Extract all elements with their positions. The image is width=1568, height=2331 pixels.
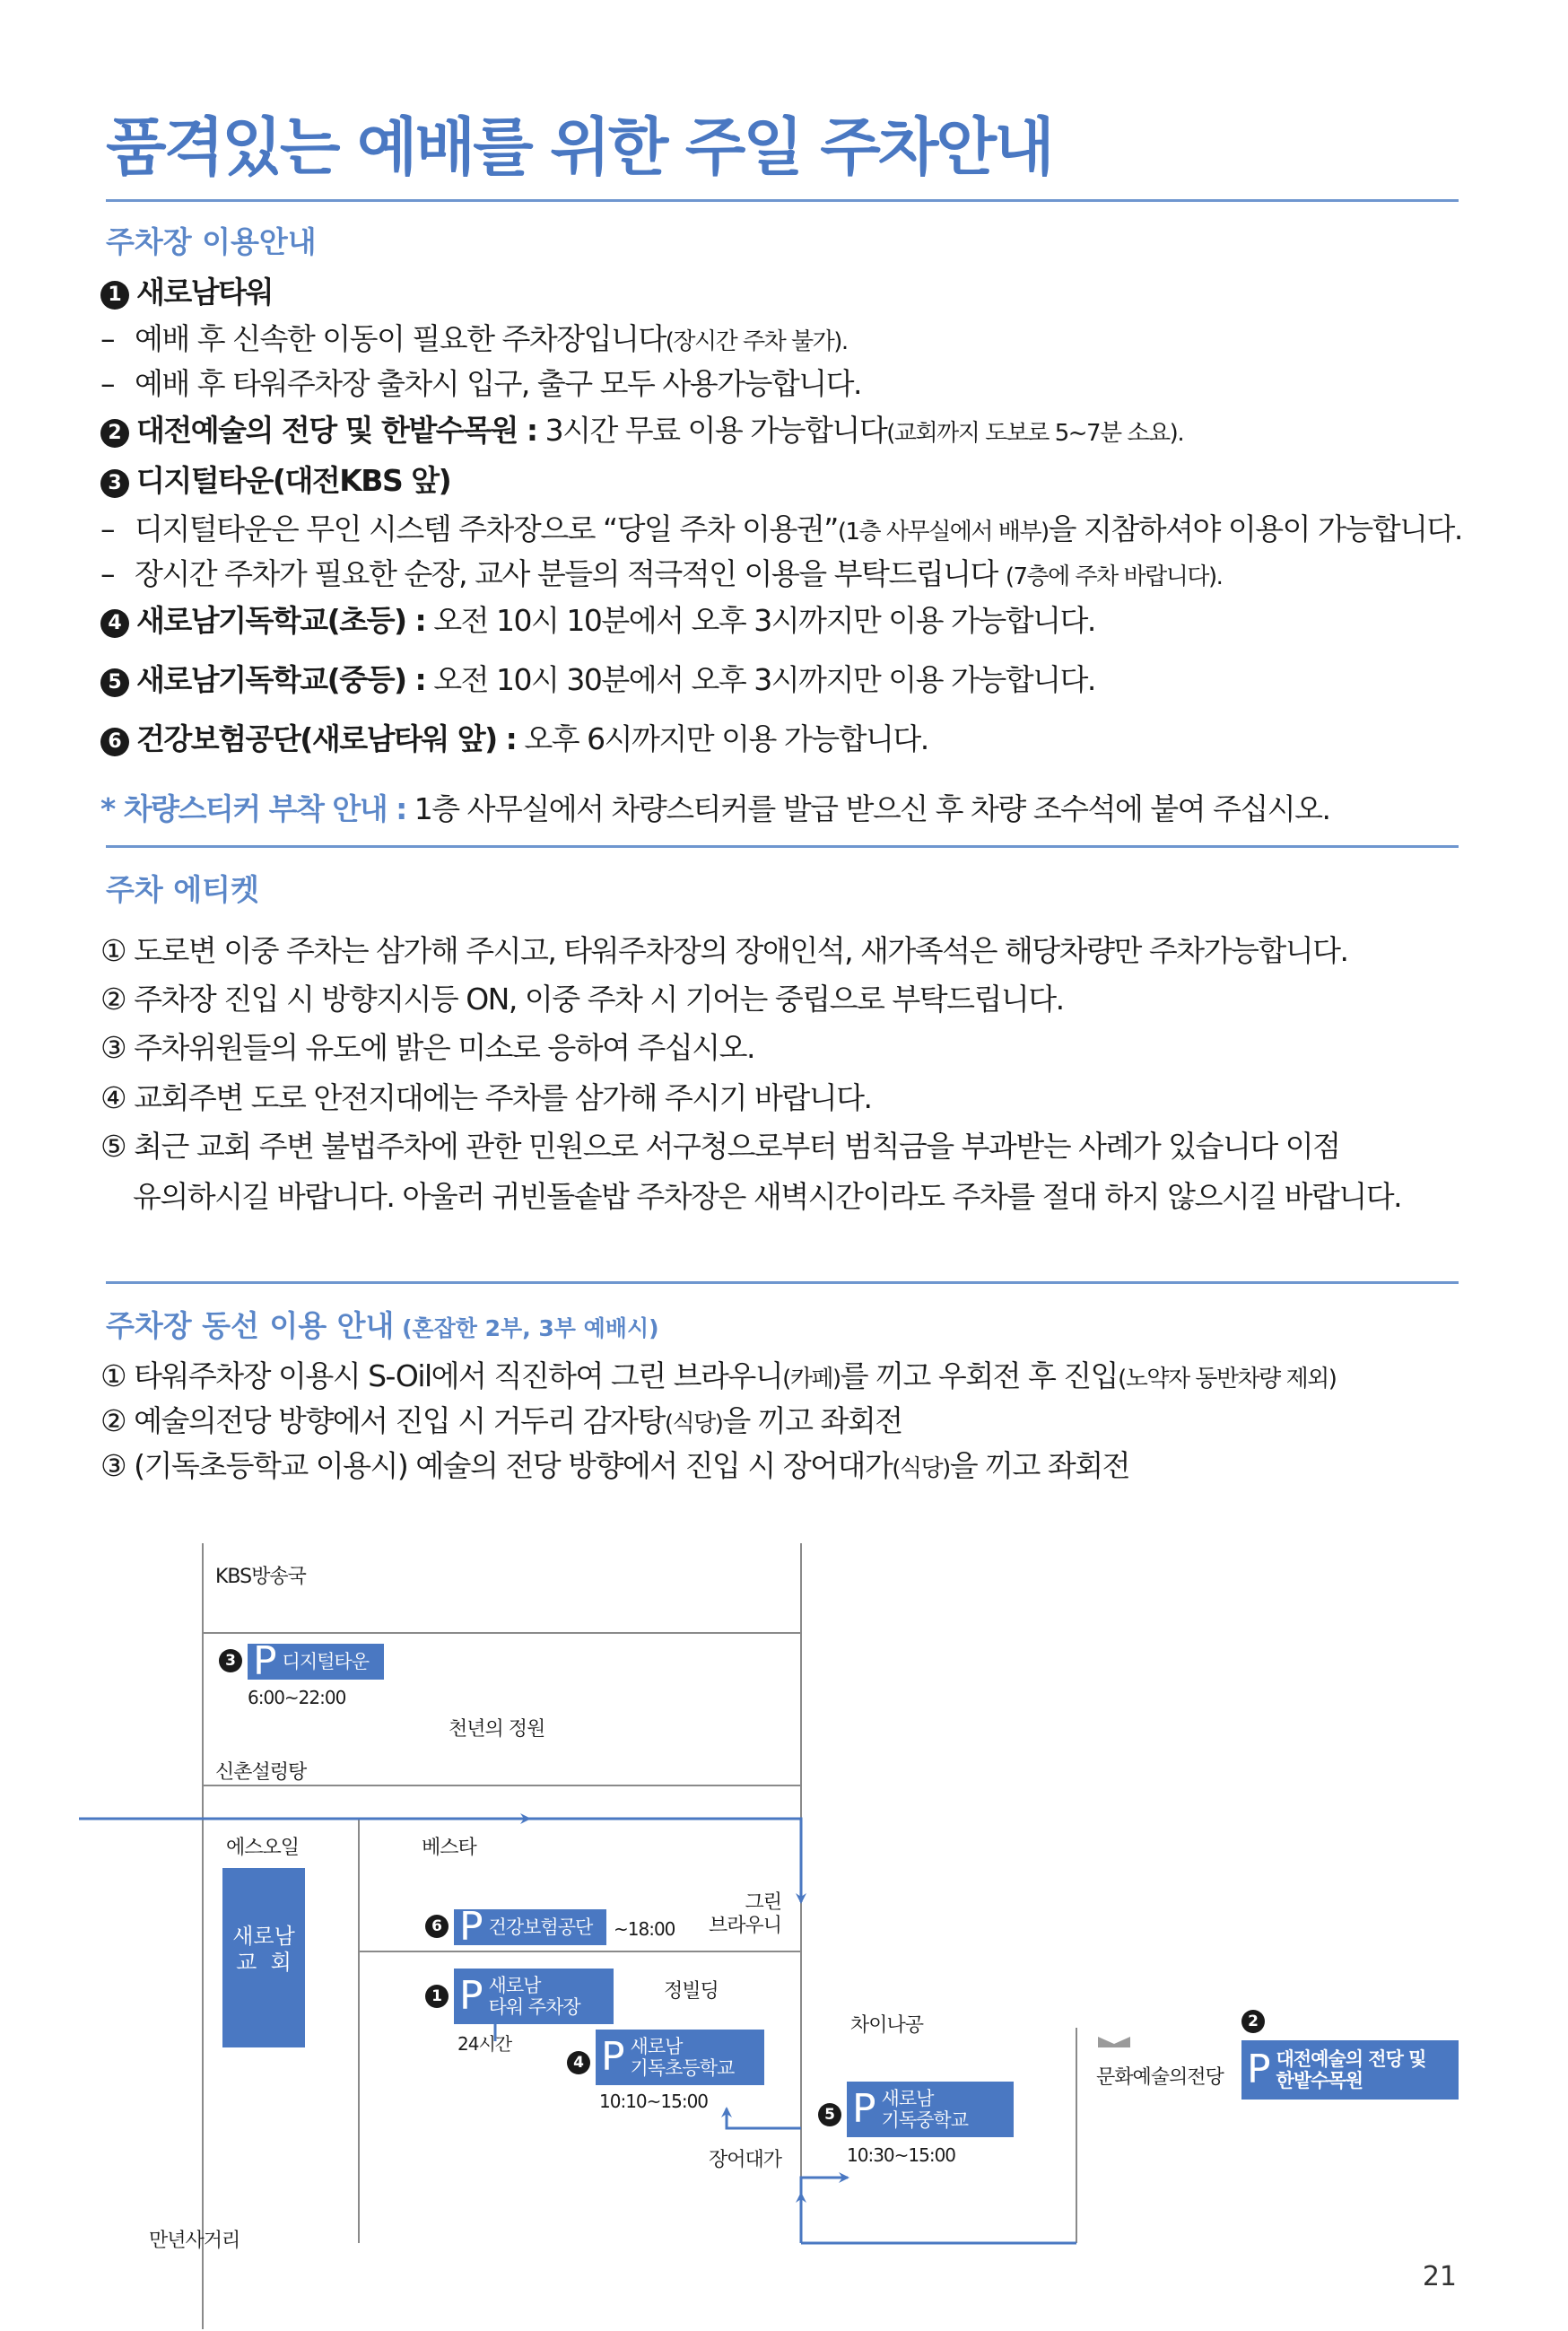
badge-3: 3 (219, 1649, 242, 1672)
elementary-hours: 10:10~15:00 (599, 2091, 709, 2112)
middle-hours: 10:30~15:00 (847, 2144, 956, 2166)
badge-6: 6 (425, 1915, 449, 1938)
parking-tower: P 새로남 타워 주차장 (454, 1969, 614, 2024)
label-chinagong: 차이나공 (850, 2014, 924, 2037)
item3-line2: – 장시간 주차가 필요한 순장, 교사 분들의 적극적인 이용을 부탁드립니다 (7층에 주차 바랍니다). (100, 556, 1223, 591)
page-title: 품격있는 예배를 위한 주일 주차안내 (106, 110, 1052, 184)
parking-middle-school: P 새로남 기독중학교 (847, 2082, 1014, 2137)
label-arts-center: 문화예술의전당 (1096, 2066, 1224, 2089)
section-heading-route: 주차장 동선 이용 안내 (혼잡한 2부, 3부 예배시) (106, 1308, 659, 1343)
digital-town-hours: 6:00~22:00 (248, 1687, 346, 1708)
etiquette-item: ④ 교회주변 도로 안전지대에는 주차를 삼가해 주시기 바랍니다. (100, 1080, 872, 1115)
parking-nhis: P 건강보험공단 (454, 1909, 606, 1945)
label-garden: 천년의 정원 (449, 1718, 545, 1741)
label-seolleongtang: 신촌설렁탕 (215, 1761, 307, 1784)
sticker-note: * 차량스티커 부착 안내 : 1층 사무실에서 차량스티커를 발급 받으신 후 차량 조수석에 붙여 주십시오. (100, 791, 1330, 826)
arts-center-icon (1096, 2035, 1132, 2049)
parking-elementary-school: P 새로남 기독초등학교 (596, 2030, 764, 2085)
parking-route-map (0, 1525, 1568, 2331)
label-green-brownie: 그린 브라우니 (709, 1891, 782, 1938)
label-vesta: 베스타 (422, 1837, 476, 1859)
etiquette-item: ⑤ 최근 교회 주변 불법주차에 관한 민원으로 서구청으로부터 범칙금을 부과받는 사례가 있습니다 이점 (100, 1129, 1340, 1164)
section-heading-etiquette: 주차 에티켓 (106, 872, 259, 907)
parking-arts-center: P 대전예술의 전당 및 한밭수목원 (1241, 2040, 1459, 2100)
church-building: 새로남 교 회 (222, 1868, 305, 2047)
section-heading-parking-info: 주차장 이용안내 (106, 224, 317, 259)
label-kbs: KBS방송국 (215, 1566, 306, 1588)
item3-title: 3 디지털타운(대전KBS 앞) (100, 458, 450, 500)
etiquette-item: ③ 주차위원들의 유도에 밝은 미소로 응하여 주십시오. (100, 1030, 754, 1065)
route-item: ① 타워주차장 이용시 S-Oil에서 직진하여 그린 브라우니(카페)를 끼고 우회전 후 진입(노약자 동반차량 제외) (100, 1358, 1337, 1393)
item6: 6 건강보험공단(새로남타워 앞) : 오후 6시까지만 이용 가능합니다. (100, 716, 928, 758)
item5: 5 새로남기독학교(중등) : 오전 10시 30분에서 오후 3시까지만 이용 가능합니다. (100, 657, 1095, 699)
label-soil: 에스오일 (226, 1837, 300, 1859)
item3-line1: – 디지털타운은 무인 시스템 주차장으로 “당일 주차 이용권”(1층 사무실에서 배부)을 지참하셔야 이용이 가능합니다. (100, 511, 1462, 546)
divider (106, 1281, 1459, 1284)
label-jangeo: 장어대가 (709, 2149, 782, 2171)
item1-line1: – 예배 후 신속한 이동이 필요한 주차장입니다(장시간 주차 불가). (100, 321, 848, 356)
nhis-hours: ~18:00 (614, 1918, 675, 1940)
item1-line2: – 예배 후 타워주차장 출차시 입구, 출구 모두 사용가능합니다. (100, 366, 861, 401)
item4: 4 새로남기독학교(초등) : 오전 10시 10분에서 오후 3시까지만 이용 가능합니다. (100, 598, 1095, 640)
label-mannyeon: 만년사거리 (149, 2230, 240, 2252)
etiquette-item: 유의하시길 바랍니다. 아울러 귀빈돌솥밥 주차장은 새벽시간이라도 주차를 절대 하지 않으시길 바랍니다. (100, 1179, 1402, 1214)
divider (106, 199, 1459, 202)
parking-digital-town: P 디지털타운 (248, 1644, 384, 1680)
badge-4: 4 (567, 2051, 590, 2074)
tower-hours: 24시간 (457, 2033, 512, 2055)
etiquette-item: ① 도로변 이중 주차는 삼가해 주시고, 타워주차장의 장애인석, 새가족석은 해당차량만 주차가능합니다. (100, 933, 1348, 968)
label-jeong-building: 정빌딩 (664, 1980, 719, 2003)
etiquette-item: ② 주차장 진입 시 방향지시등 ON, 이중 주차 시 기어는 중립으로 부탁드립니다. (100, 982, 1064, 1017)
badge-1: 1 (425, 1985, 449, 2008)
badge-5: 5 (818, 2103, 841, 2126)
item1-title: 1 새로남타워 (100, 269, 273, 311)
route-item: ② 예술의전당 방향에서 진입 시 거두리 감자탕(식당)을 끼고 좌회전 (100, 1403, 902, 1438)
item2: 2 대전예술의 전당 및 한밭수목원 : 3시간 무료 이용 가능합니다(교회까지 도보로 5~7분 소요). (100, 407, 1183, 450)
badge-2: 2 (1241, 2010, 1265, 2033)
route-item: ③ (기독초등학교 이용시) 예술의 전당 방향에서 진입 시 장어대가(식당)을 끼고 좌회전 (100, 1448, 1129, 1483)
divider (106, 845, 1459, 848)
page-number: 21 (1422, 2261, 1457, 2292)
